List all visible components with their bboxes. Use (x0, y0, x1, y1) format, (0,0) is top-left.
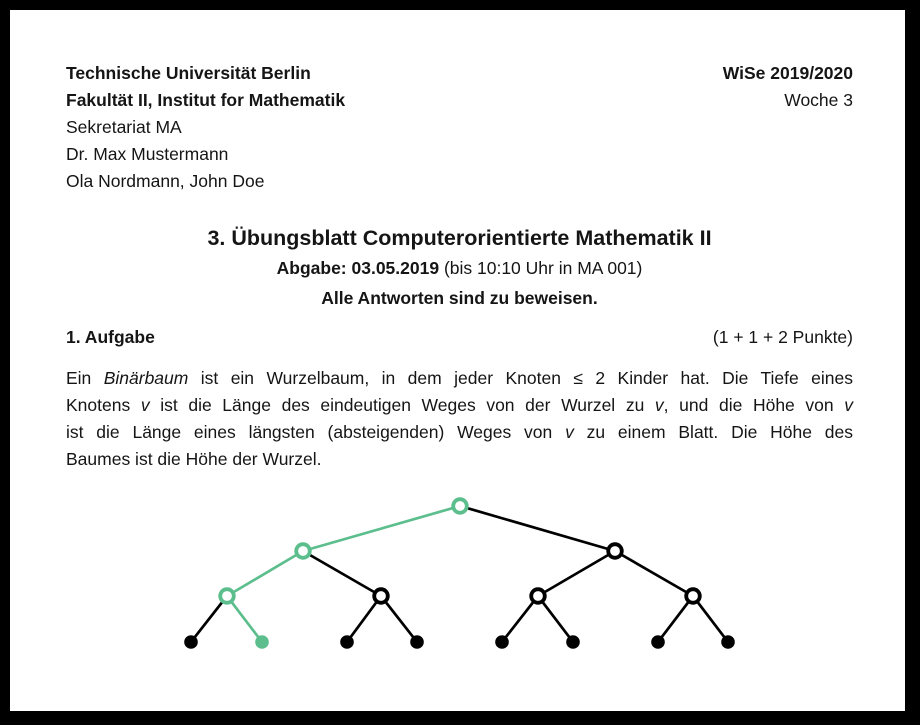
tree-edge-n3b-l4 (381, 596, 417, 642)
italic-term: v (140, 395, 150, 415)
deadline-date: Abgabe: 03.05.2019 (276, 258, 440, 278)
exercise-points: (1 + 1 + 2 Punkte) (712, 327, 853, 347)
text-segment: Baumes ist die Höhe der Wurzel. (66, 449, 322, 469)
text-segment: ist ein Wurzelbaum, in dem jeder Knoten ≤ 2 Kinder hat. Die Tiefe eines (188, 368, 853, 388)
tree-edge-n3a-l1 (191, 596, 227, 642)
tree-node-l1 (184, 635, 198, 649)
binary-tree-svg (10, 490, 905, 670)
tree-node-l8 (721, 635, 735, 649)
tree-edge-n3c-l5 (502, 596, 538, 642)
tree-node-n2l (296, 544, 310, 558)
deadline-details: (bis 10:10 Uhr in MA 001) (439, 258, 643, 278)
assistants-line: Ola Nordmann, John Doe (66, 171, 265, 191)
sheet-title: 3. Übungsblatt Computerorientierte Mathematik II (207, 226, 712, 250)
tree-node-l4 (410, 635, 424, 649)
secretariat-line: Sekretariat MA (66, 117, 182, 137)
tree-node-n2r (608, 544, 622, 558)
header-institution-block (66, 60, 345, 195)
italic-term: v (565, 422, 574, 442)
tree-node-n3d (686, 589, 700, 603)
paragraph-line (66, 392, 853, 419)
paragraph-line (66, 365, 853, 392)
deadline-line (66, 253, 853, 283)
binary-tree-figure (10, 490, 905, 670)
proof-note: Alle Antworten sind zu beweisen. (321, 288, 598, 308)
text-segment: zu einem Blatt. Die Höhe des (573, 422, 853, 442)
tree-node-l6 (566, 635, 580, 649)
tree-node-root (453, 499, 467, 513)
tree-node-n3b (374, 589, 388, 603)
title-block (66, 223, 853, 313)
exercise-heading-row (66, 325, 853, 349)
tree-edge-root-n2l (303, 506, 460, 551)
italic-term: v (844, 395, 853, 415)
tree-node-l2 (255, 635, 269, 649)
exercise-paragraph (66, 365, 853, 473)
text-segment: Knotens (66, 395, 141, 415)
tree-node-l7 (651, 635, 665, 649)
paragraph-line (66, 446, 853, 473)
tree-node-n3a (220, 589, 234, 603)
text-segment: , und die Höhe von (663, 395, 845, 415)
tree-edge-n2r-n3c (538, 551, 615, 596)
semester-line: WiSe 2019/2020 (722, 63, 853, 83)
italic-term: v (654, 395, 664, 415)
tree-node-l5 (495, 635, 509, 649)
institution-name: Technische Universität Berlin (66, 63, 311, 83)
lecturer-line: Dr. Max Mustermann (66, 144, 229, 164)
faculty-name: Fakultät II, Institut for Mathematik (66, 90, 346, 110)
tree-edge-n2l-n3a (227, 551, 303, 596)
document-sheet (10, 10, 905, 711)
paragraph-line (66, 419, 853, 446)
tree-edge-n2l-n3b (303, 551, 381, 596)
text-segment: ist die Länge eines längsten (absteigenden) Weges von (66, 422, 566, 442)
header-semester-block (723, 60, 853, 114)
tree-edge-root-n2r (460, 506, 615, 551)
week-line: Woche 3 (784, 90, 853, 110)
tree-node-l3 (340, 635, 354, 649)
text-segment: Ein (66, 368, 104, 388)
text-segment: ist die Länge des eindeutigen Weges von der Wurzel zu (149, 395, 655, 415)
italic-term: Binärbaum (103, 368, 189, 388)
exercise-heading: 1. Aufgabe (66, 327, 155, 347)
tree-node-n3c (531, 589, 545, 603)
tree-edge-n2r-n3d (615, 551, 693, 596)
